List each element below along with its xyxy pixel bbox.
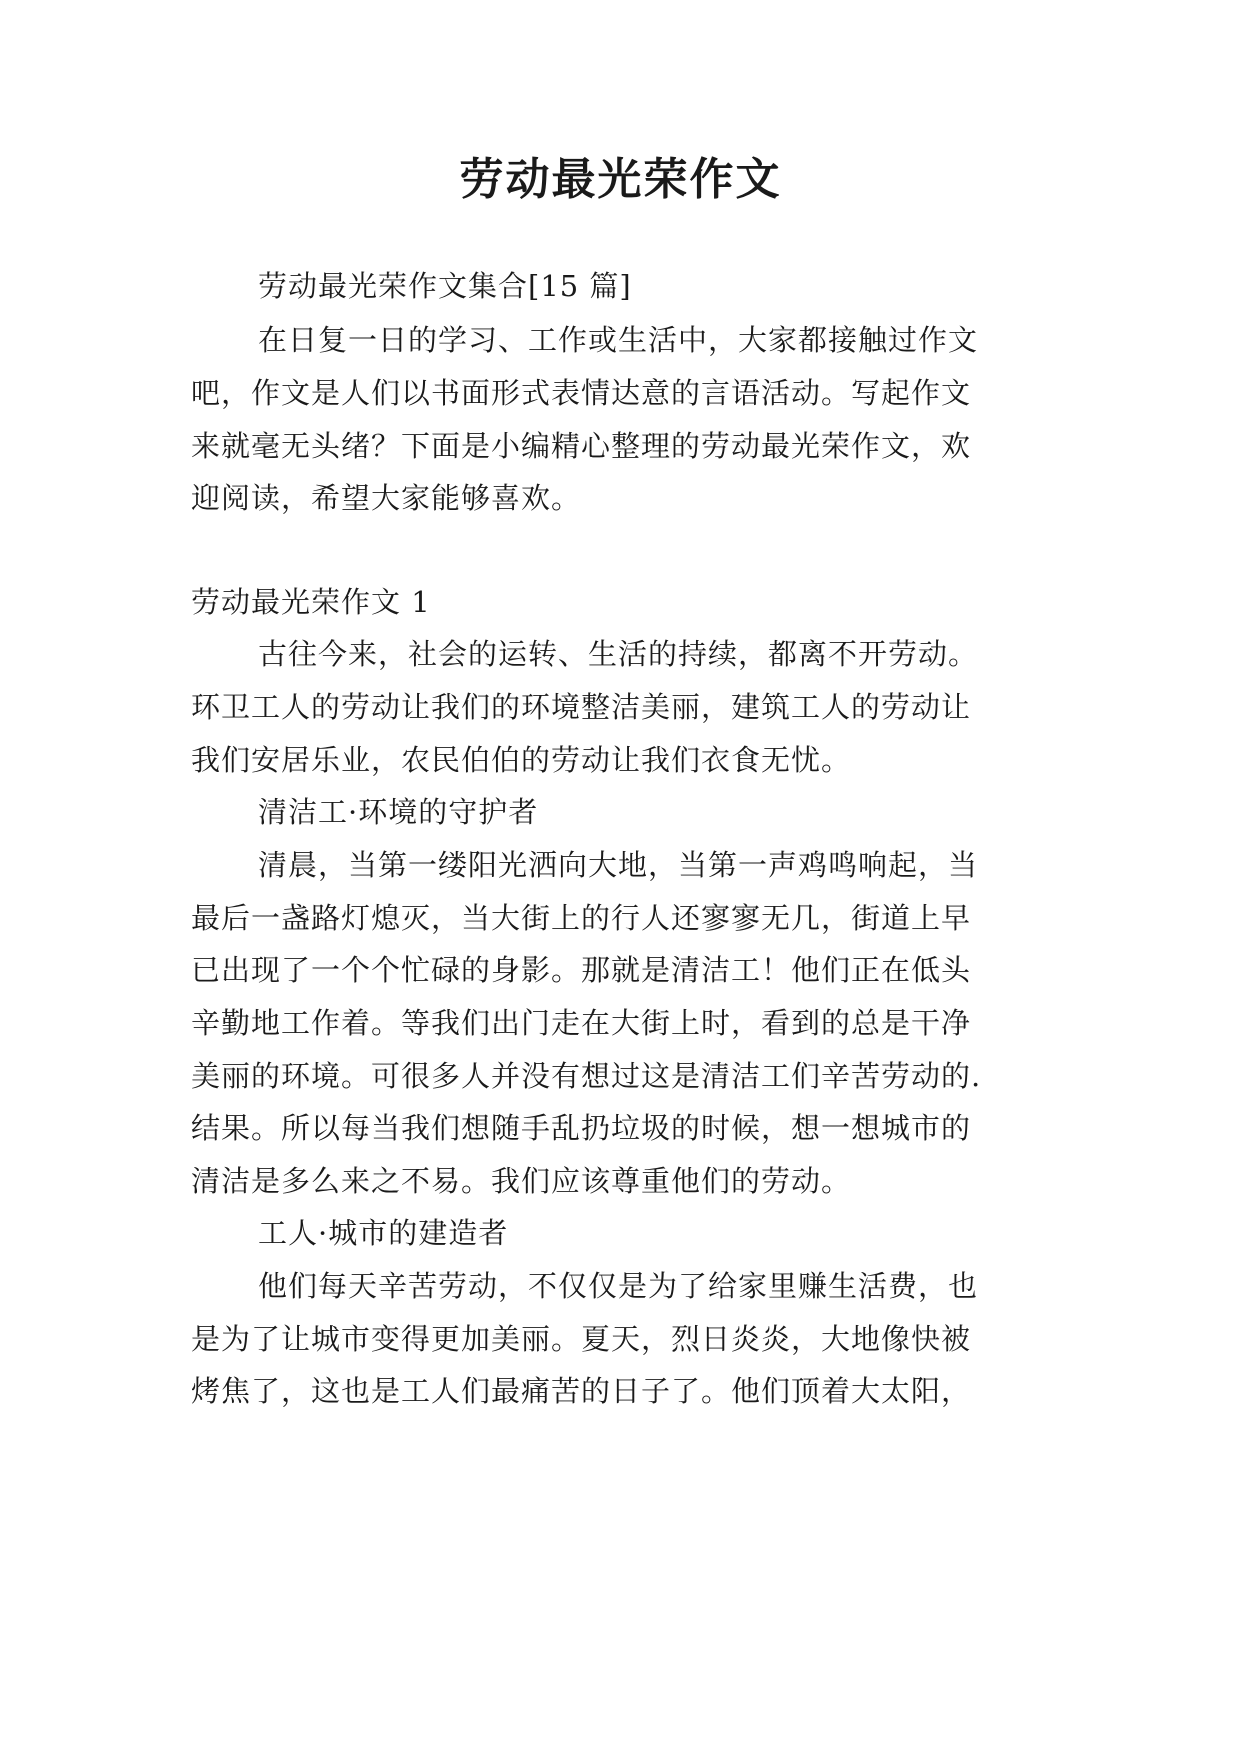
essay-line: 我们安居乐业，农民伯伯的劳动让我们衣食无忧。 bbox=[191, 743, 852, 777]
essay-heading: 劳动最光荣作文 1 bbox=[191, 585, 431, 619]
section1-line: 辛勤地工作着。等我们出门走在大街上时，看到的总是干净 bbox=[191, 1006, 972, 1040]
section-heading-worker: 工人·城市的建造者 bbox=[258, 1216, 509, 1250]
section1-line: 清晨，当第一缕阳光洒向大地，当第一声鸡鸣响起，当 bbox=[258, 848, 979, 882]
intro-line: 吧，作文是人们以书面形式表情达意的言语活动。写起作文 bbox=[191, 376, 972, 410]
section2-line: 他们每天辛苦劳动，不仅仅是为了给家里赚生活费，也 bbox=[258, 1269, 979, 1303]
section2-line: 是为了让城市变得更加美丽。夏天，烈日炎炎，大地像快被 bbox=[191, 1322, 972, 1356]
section1-line: 最后一盏路灯熄灭，当大街上的行人还寥寥无几，街道上早 bbox=[191, 901, 972, 935]
section1-line: 结果。所以每当我们想随手乱扔垃圾的时候，想一想城市的 bbox=[191, 1111, 972, 1145]
section1-line: 已出现了一个个忙碌的身影。那就是清洁工！他们正在低头 bbox=[191, 953, 972, 987]
document-title: 劳动最光荣作文 bbox=[459, 154, 782, 205]
section1-line: 清洁是多么来之不易。我们应该尊重他们的劳动。 bbox=[191, 1164, 852, 1198]
essay-line: 古往今来，社会的运转、生活的持续，都离不开劳动。 bbox=[258, 637, 979, 671]
section-heading-cleaner: 清洁工·环境的守护者 bbox=[258, 795, 539, 829]
essay-line: 环卫工人的劳动让我们的环境整洁美丽，建筑工人的劳动让 bbox=[191, 690, 972, 724]
subtitle: 劳动最光荣作文集合[15 篇] bbox=[258, 269, 632, 303]
intro-line: 迎阅读，希望大家能够喜欢。 bbox=[191, 481, 582, 515]
intro-line: 在日复一日的学习、工作或生活中，大家都接触过作文 bbox=[258, 323, 979, 357]
section1-line: 美丽的环境。可很多人并没有想过这是清洁工们辛苦劳动的. bbox=[191, 1059, 982, 1093]
intro-line: 来就毫无头绪？下面是小编精心整理的劳动最光荣作文，欢 bbox=[191, 429, 972, 463]
section2-line: 烤焦了，这也是工人们最痛苦的日子了。他们顶着大太阳， bbox=[191, 1374, 972, 1408]
